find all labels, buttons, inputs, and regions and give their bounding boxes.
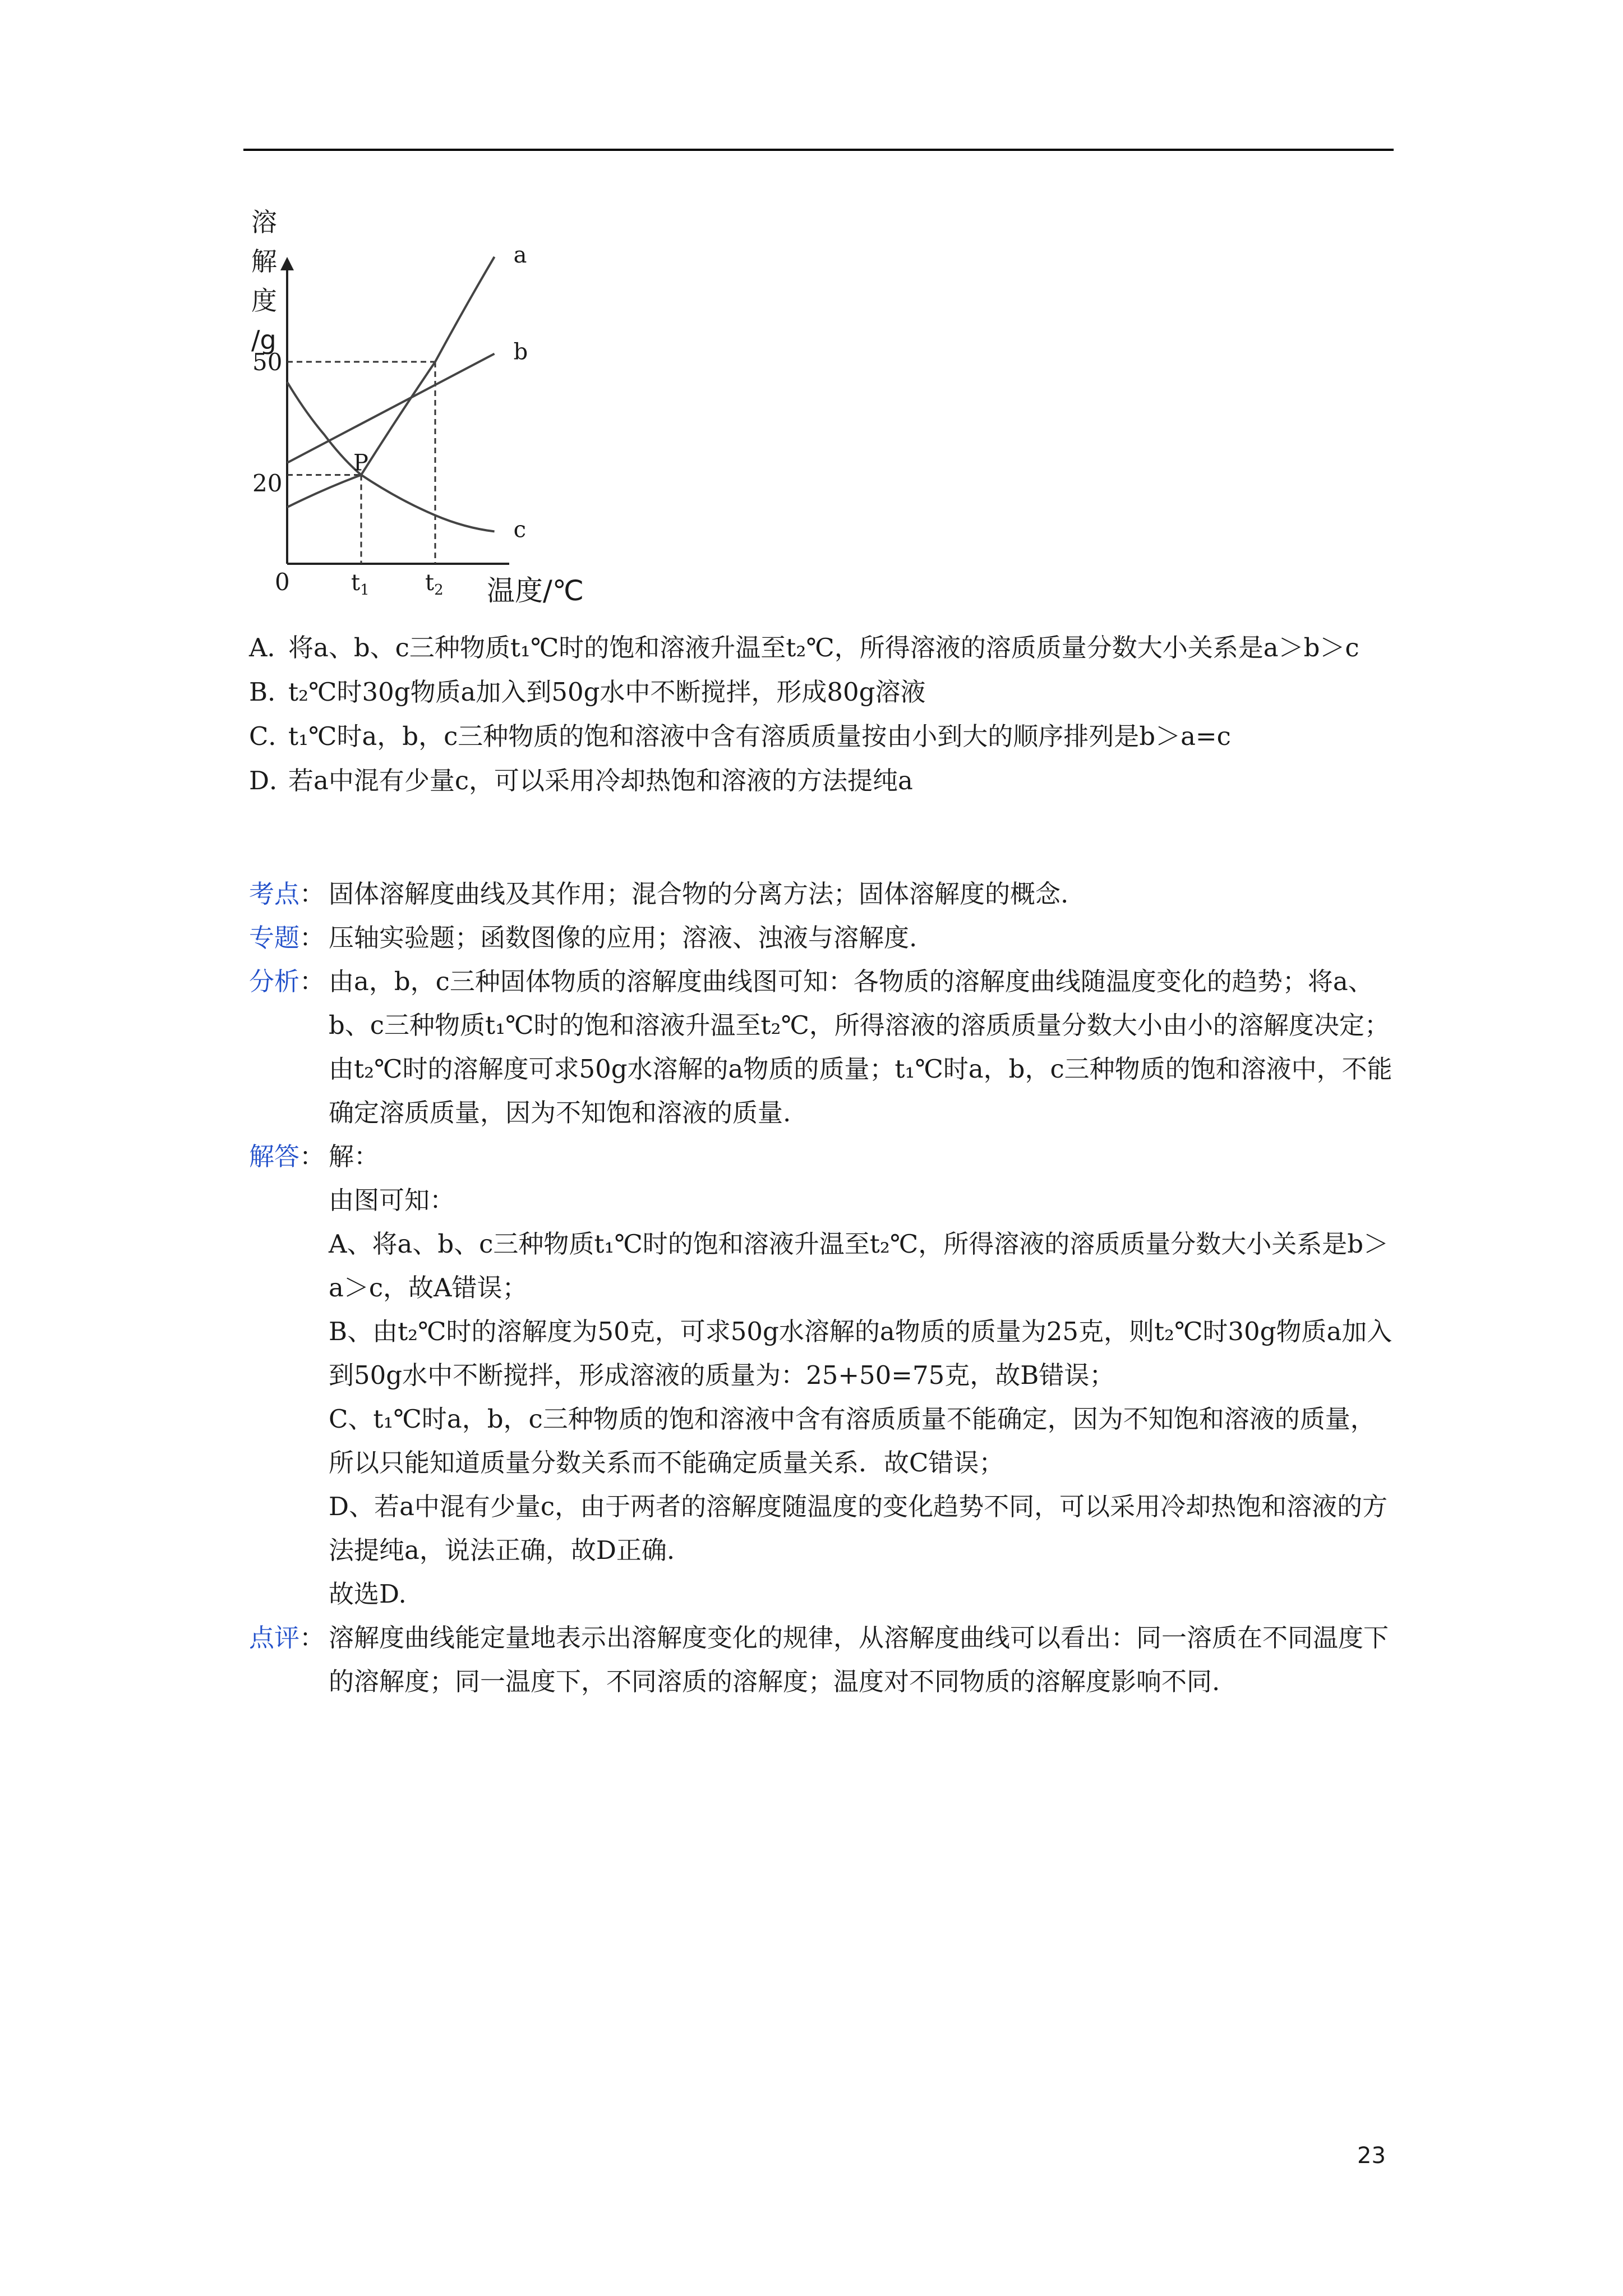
- jieda-line: A、将a、b、c三种物质t₁℃时的饱和溶液升温至t₂℃，所得溶液的溶质质量分数大小关系是b＞a＞c，故A错误；: [329, 1229, 1389, 1303]
- zhuanti-label: 专题：: [249, 923, 325, 953]
- option-a: [249, 625, 1399, 670]
- option-b: [249, 670, 1399, 714]
- series-b-label: b: [513, 339, 528, 365]
- x-tick-label: $t_1$: [351, 570, 370, 599]
- y-axis-label-char: 解: [251, 246, 277, 277]
- kaodian-block: [249, 872, 1399, 916]
- zhuanti-text: 压轴实验题；函数图像的应用；溶液、浊液与溶解度.: [329, 923, 917, 953]
- option-text: 若a中混有少量c，可以采用冷却热饱和溶液的方法提纯a: [288, 766, 913, 795]
- series-c-label: c: [513, 517, 527, 543]
- point-p-label: P: [353, 450, 368, 476]
- y-axis-label-char: 度: [251, 286, 277, 316]
- jieda-label: 解答：: [249, 1142, 325, 1171]
- option-c: [249, 714, 1399, 758]
- jieda-line: D、若a中混有少量c，由于两者的溶解度随温度的变化趋势不同，可以采用冷却热饱和溶液的方法提纯a，说法正确，故D正确.: [329, 1492, 1388, 1565]
- y-axis-label-char: 溶: [251, 208, 277, 237]
- chart-svg: [236, 208, 639, 623]
- y-axis-arrow: [280, 257, 294, 270]
- dianping-label: 点评：: [249, 1623, 325, 1653]
- option-key: B．: [249, 677, 293, 707]
- option-text: t₁℃时a，b，c三种物质的饱和溶液中含有溶质质量按由小到大的顺序排列是b＞a=c: [288, 721, 1231, 751]
- option-text: t₂℃时30g物质a加入到50g水中不断搅拌，形成80g溶液: [288, 677, 926, 707]
- kaodian-label: 考点：: [249, 879, 325, 909]
- series-c-line: [287, 382, 495, 531]
- fenxi-text: 由a，b，c三种固体物质的溶解度曲线图可知：各物质的溶解度曲线随温度变化的趋势；将a、b、c三种物质t₁℃时的饱和溶液升温至t₂℃，所得溶液的溶质质量分数大小由小的溶解度决定；由t₂℃时的溶解度可求50g水溶解的a物质的质量；t₁℃时a，b，c三种物质的饱和溶液中，不能确定溶质质量，因为不知饱和溶液的质量.: [329, 967, 1393, 1128]
- jieda-first-line: 解：: [329, 1142, 380, 1171]
- page-number: 23: [1357, 2143, 1386, 2169]
- y-tick-label: 20: [252, 470, 283, 497]
- jieda-line: B、由t₂℃时的溶解度为50克，可求50g水溶解的a物质的质量为25克，则t₂℃时30g物质a加入到50g水中不断搅拌，形成溶液的质量为：25+50=75克，故B错误；: [329, 1317, 1393, 1390]
- option-key: D．: [249, 766, 295, 795]
- option-d: [249, 758, 1399, 803]
- dianping-block: [249, 1616, 1399, 1704]
- option-text: 将a、b、c三种物质t₁℃时的饱和溶液升温至t₂℃，所得溶液的溶质质量分数大小关系是a＞b＞c: [288, 633, 1359, 662]
- analysis-section: [249, 872, 1399, 1704]
- y-axis-label-char: /g: [251, 325, 276, 355]
- header-rule: [243, 149, 1394, 151]
- fenxi-label: 分析：: [249, 967, 325, 996]
- solubility-chart: [236, 208, 639, 623]
- answer-options: [249, 625, 1399, 803]
- jieda-block: [249, 1135, 1399, 1179]
- origin-label: 0: [275, 568, 290, 596]
- series-b-line: [287, 354, 495, 463]
- series-a-label: a: [513, 242, 527, 268]
- x-tick-label: $t_2$: [425, 570, 444, 599]
- jieda-line: 故选D.: [329, 1579, 407, 1609]
- jieda-line: 由图可知：: [329, 1185, 455, 1215]
- jieda-lines: [249, 1179, 1399, 1616]
- x-axis-label: 温度/℃: [487, 574, 584, 607]
- fenxi-block: [249, 960, 1399, 1135]
- option-key: C．: [249, 721, 294, 751]
- option-key: A．: [249, 633, 293, 662]
- zhuanti-block: [249, 916, 1399, 960]
- y-tick-label: 50: [252, 348, 283, 376]
- kaodian-text: 固体溶解度曲线及其作用；混合物的分离方法；固体溶解度的概念.: [329, 879, 1069, 909]
- series-a-line: [287, 257, 495, 507]
- dianping-text: 溶解度曲线能定量地表示出溶解度变化的规律，从溶解度曲线可以看出：同一溶质在不同温度下的溶解度；同一温度下，不同溶质的溶解度；温度对不同物质的溶解度影响不同.: [329, 1623, 1389, 1696]
- jieda-line: C、t₁℃时a，b，c三种物质的饱和溶液中含有溶质质量不能确定，因为不知饱和溶液的质量，所以只能知道质量分数关系而不能确定质量关系．故C错误；: [329, 1404, 1376, 1478]
